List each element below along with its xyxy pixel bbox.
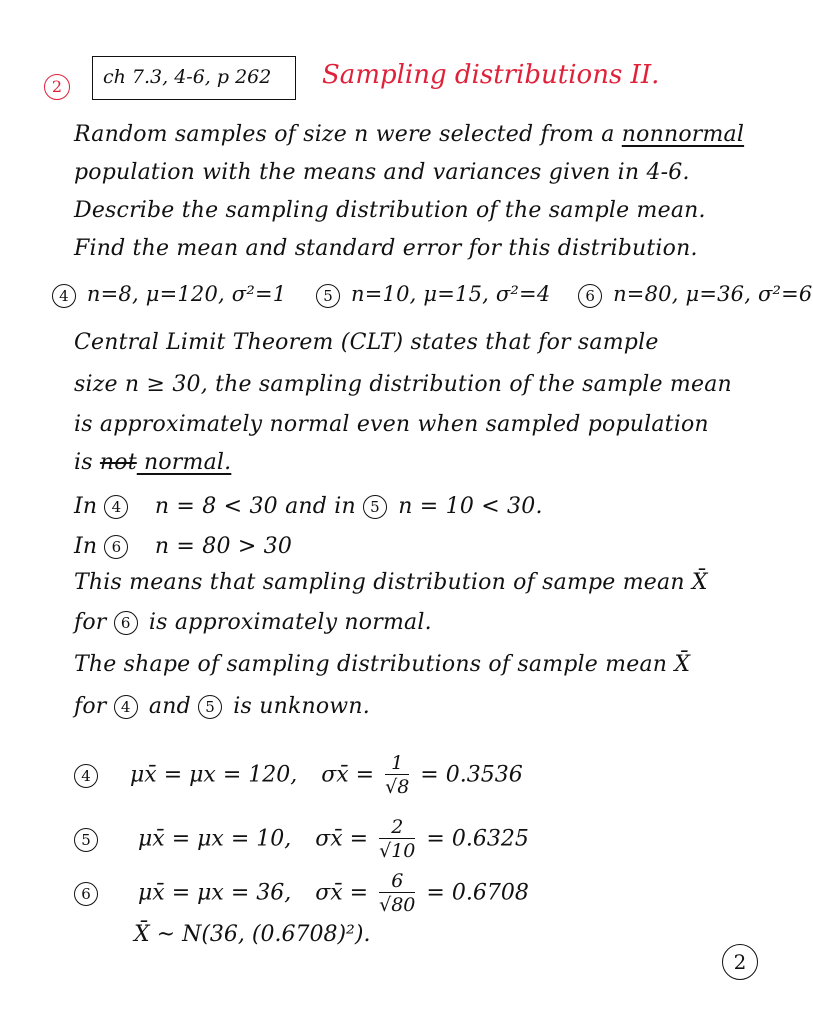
clt-line-3: is approximately normal even when sampled population: [74, 412, 709, 437]
nonnormal-word: nonnormal: [621, 122, 745, 147]
item-6-circle: 6: [578, 284, 602, 308]
analysis-line-5: The shape of sampling distributions of sample mean X̄: [74, 652, 691, 677]
item-6-circle: 6: [104, 535, 128, 559]
given-parameters: 4 n=8, μ=120, σ²=1 5 n=10, μ=15, σ²=4 6 n=80, μ=36, σ²=6: [52, 282, 813, 308]
item-6-circle: 6: [74, 882, 98, 906]
analysis-line-4: for 6 is approximately normal.: [74, 610, 432, 635]
analysis-line-6: for 4 and 5 is unknown.: [74, 694, 370, 719]
intro-line-3: Describe the sampling distribution of the sample mean.: [74, 198, 706, 223]
analysis-line-1: In 4 n = 8 < 30 and in 5 n = 10 < 30.: [74, 494, 543, 519]
item-5-circle: 5: [316, 284, 340, 308]
result-5: 5 μx̄ = μx = 10, σx̄ = $\frac{2}{√10}$ = 0.6325: [74, 816, 529, 863]
item-5-circle: 5: [363, 495, 387, 519]
not-word: not: [99, 450, 137, 475]
result-4: 4 μx̄ = μx = 120, σx̄ = $\frac{1}{√8}$ = 0.3536: [74, 752, 523, 799]
item-4-circle: 4: [52, 284, 76, 308]
reference-box: ch 7.3, 4-6, p 262: [92, 56, 296, 100]
analysis-line-3: This means that sampling distribution of sampe mean X̄: [74, 570, 708, 595]
item-5-circle: 5: [74, 828, 98, 852]
clt-line-4: is not normal.: [74, 450, 232, 475]
result-6: 6 μx̄ = μx = 36, σx̄ = $\frac{6}{√80}$ = 0.6708: [74, 870, 529, 917]
problem-number-circle: 2: [44, 74, 70, 100]
fraction: $\frac{6}{√80}$: [379, 870, 416, 916]
intro-line-2: population with the means and variances given in 4-6.: [74, 160, 690, 185]
item-4-circle: 4: [104, 495, 128, 519]
intro-line-1: Random samples of size n were selected from a nonnormal: [74, 122, 745, 147]
item-4-circle: 4: [114, 695, 138, 719]
item-6-circle: 6: [114, 611, 138, 635]
item-5-circle: 5: [198, 695, 222, 719]
result-distribution: X̄ ~ N(36, (0.6708)²).: [134, 922, 371, 947]
page-number-circle: 2: [722, 944, 758, 980]
fraction: $\frac{2}{√10}$: [379, 816, 416, 862]
clt-line-1: Central Limit Theorem (CLT) states that for sample: [74, 330, 659, 355]
item-4-circle: 4: [74, 764, 98, 788]
clt-line-2: size n ≥ 30, the sampling distribution of the sample mean: [74, 372, 732, 397]
fraction: $\frac{1}{√8}$: [385, 752, 410, 798]
intro-line-4: Find the mean and standard error for this distribution.: [74, 236, 698, 261]
page-title: Sampling distributions II.: [322, 60, 660, 90]
analysis-line-2: In 6 n = 80 > 30: [74, 534, 293, 559]
